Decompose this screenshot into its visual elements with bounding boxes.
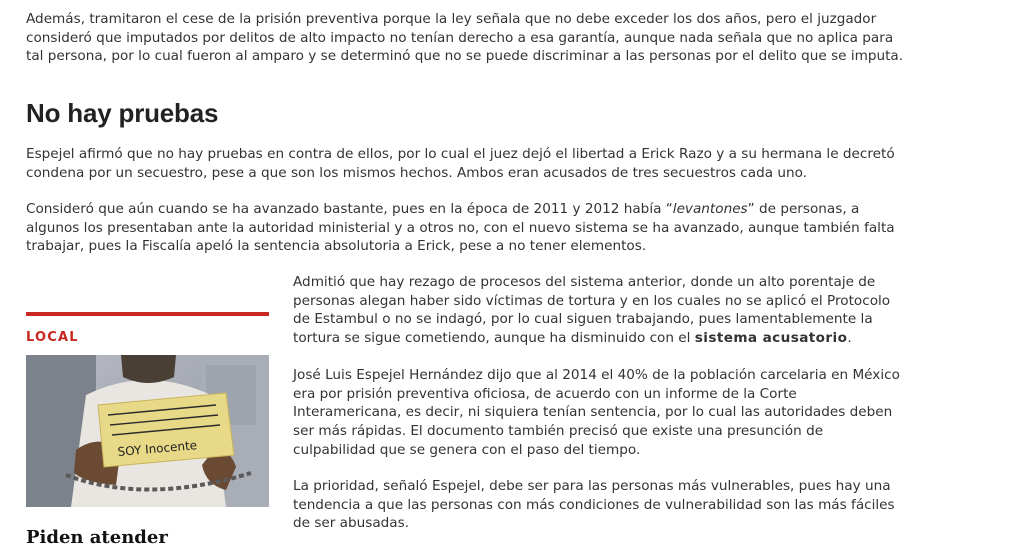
story-title-link[interactable]: Piden atender [26, 527, 168, 548]
paragraph-text: . [847, 330, 852, 347]
article-paragraph: Además, tramitaron el cese de la prisión preventiva porque la ley señala que no debe exceder los dos años, pero el juzgador consideró que imputados por delitos de alto impacto no tenían derecho a esa garantía, aunque nada señala que no aplica para tal persona, por lo cual fueron al amparo y se determinó que no se puede discriminar a las personas por el delito que se imputa. [26, 11, 904, 65]
paragraph-text: ” de personas, a algunos los presentaban ante la autoridad ministerial y a otros no, con el nuevo sistema se ha avanzado, aunque también falta trabajar, pues la Fiscalía apeló la sentencia absolutoria a Erick, pese a no tener elementos. [26, 201, 895, 255]
paragraph-text: Consideró que aún cuando se ha avanzado bastante, pues en la época de 2011 y 2012 había “ [26, 201, 673, 217]
article-paragraph: Espejel afirmó que no hay pruebas en contra de ellos, por lo cual el juez dejó el libertad a Erick Razo y a su hermana le decretó condena por un secuestro, pese a que son los mismos hechos. Ambos eran acusados de tres secuestros cada uno. [26, 146, 895, 181]
story-thumbnail-image[interactable] [26, 355, 269, 507]
article-paragraph [26, 200, 906, 256]
article-paragraph [293, 273, 906, 348]
paragraph-text: Admitió que hay rezago de procesos del sistema anterior, donde un alto porentaje de personas alegan haber sido víctimas de tortura y en los cuales no se aplicó el Protocolo de Estambul o no se indagó, por lo cual siguen trabajando, pues lamentablemente la tortura se sigue cometiendo, aunque ha disminuido con el [293, 274, 891, 347]
sign-handwriting: SOY Inocente [117, 438, 198, 459]
article-paragraph: José Luis Espejel Hernández dijo que al 2014 el 40% de la población carcelaria en México era por prisión preventiva oficiosa, de acuerdo con un informe de la Corte Interamericana, es decir, ni siquiera tenían sentencia, por lo cual las autoridades deben ser más rápidas. El documento también precisó que existe una presunción de culpabilidad que se genera con el paso del tiempo. [293, 367, 900, 458]
widget-accent-bar [26, 312, 269, 316]
article-paragraph: La prioridad, señaló Espejel, debe ser para las personas más vulnerables, pues hay una tendencia a que las personas con más condiciones de vulnerabilidad son las más fáciles de ser abusadas. [293, 478, 895, 532]
section-heading: No hay pruebas [26, 98, 219, 128]
topic-link[interactable]: sistema acusatorio [694, 330, 848, 347]
related-story-widget[interactable] [26, 312, 269, 548]
widget-category-label[interactable]: LOCAL [26, 330, 79, 345]
emphasis-text: levantones [672, 201, 748, 217]
